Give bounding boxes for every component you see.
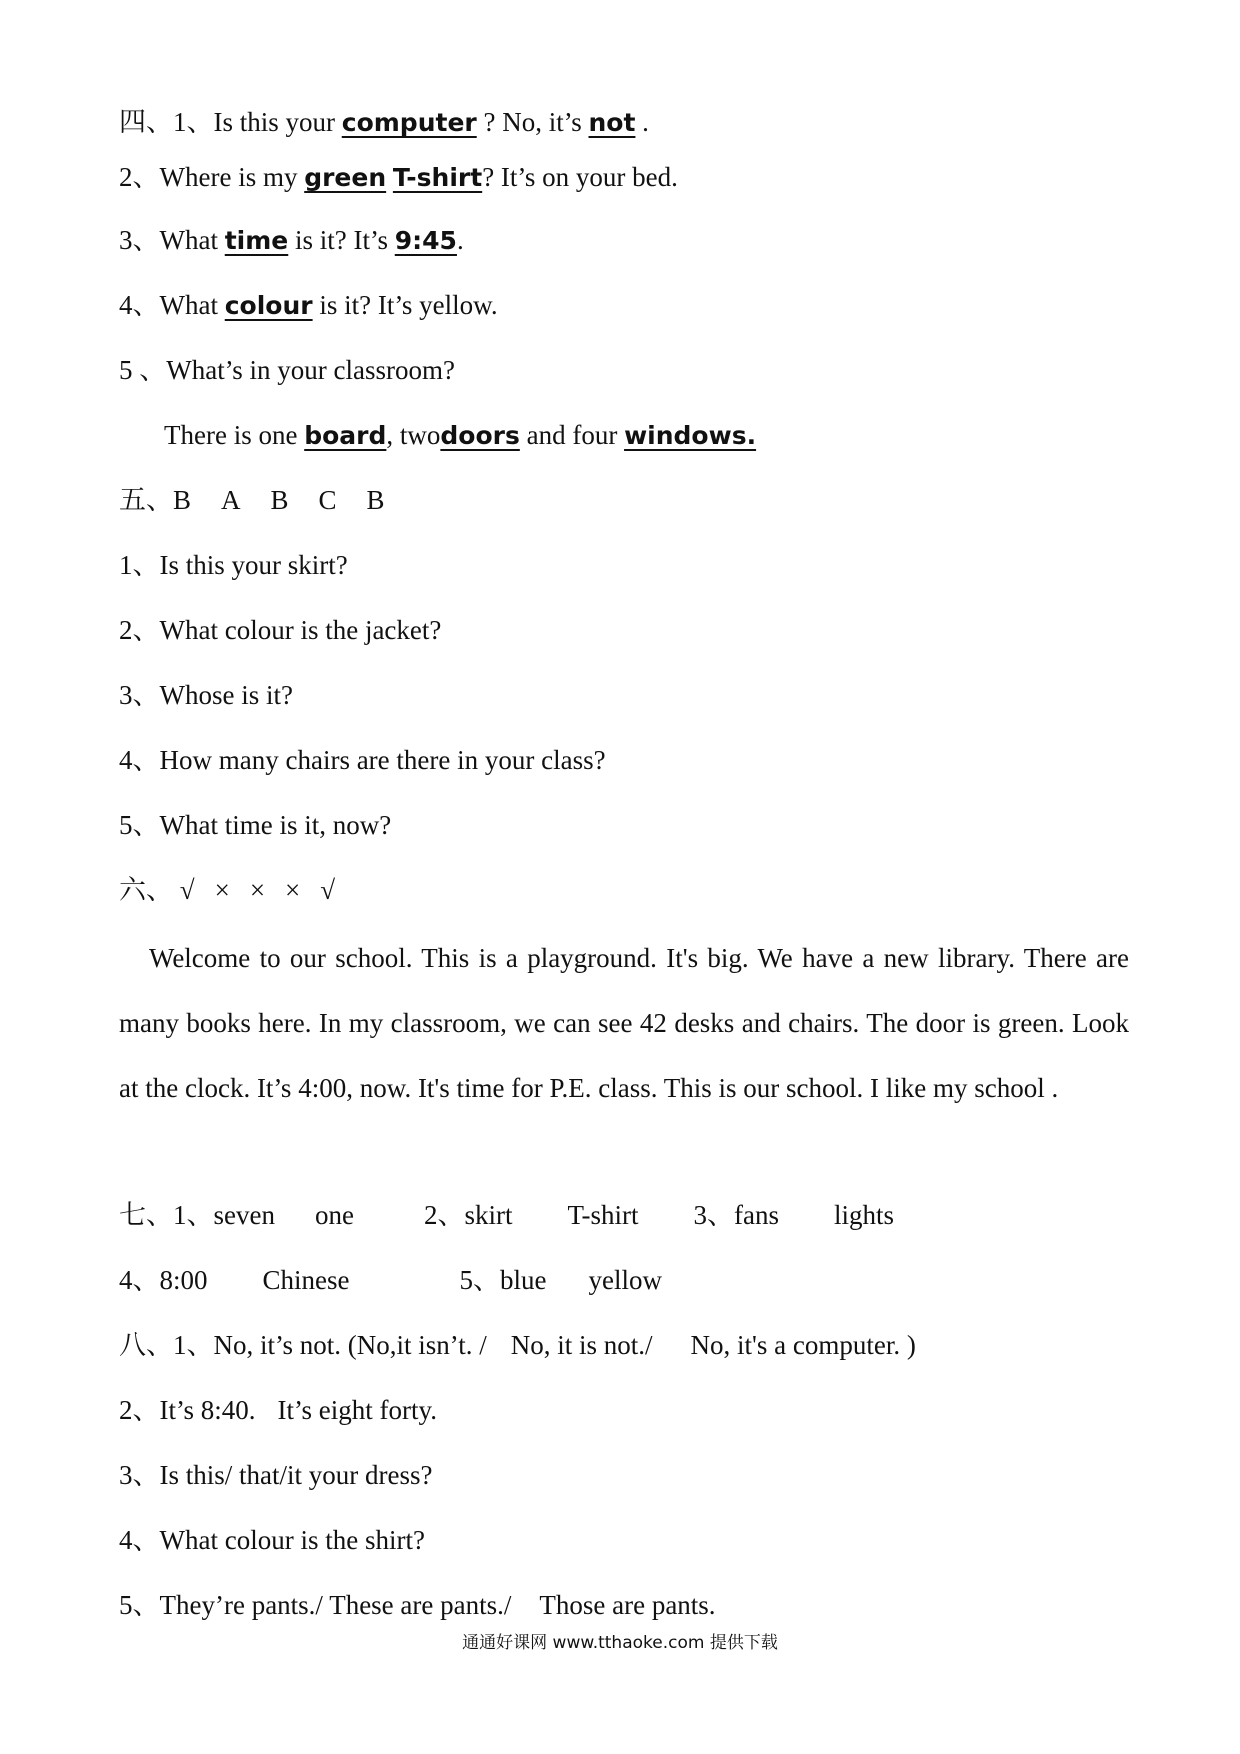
text: and four [519, 420, 625, 450]
mark: × [214, 875, 230, 905]
text: There is one [164, 420, 305, 450]
answer: It’s eight forty. [277, 1395, 437, 1425]
answer-blank: doors [440, 421, 520, 450]
s7-row2 [119, 1263, 662, 1297]
s6-header [119, 873, 335, 907]
text: is it? It’s yellow. [312, 290, 498, 320]
text: ? No, it’s [476, 107, 589, 137]
answer-blank: time [224, 226, 289, 255]
text: . [456, 225, 464, 255]
s4-q4 [119, 288, 498, 323]
s5-item: 4、How many chairs are there in your class? [119, 745, 606, 775]
answer-blank: 9:45 [394, 226, 457, 255]
answer: 八、1、No, it’s not. (No,it isn’t. / [119, 1330, 487, 1360]
mark: √ [320, 875, 336, 905]
s4-q5-answer [164, 418, 756, 453]
answer: 3、fans [693, 1200, 779, 1230]
mark: × [285, 875, 301, 905]
text: . [635, 107, 649, 137]
s4-q3 [119, 223, 464, 258]
answer-blank: colour [224, 291, 313, 320]
answer: one [314, 1200, 354, 1230]
s8-q5 [119, 1588, 716, 1622]
s6-paragraph: Welcome to our school. This is a playground. It's big. We have a new library. There are many books here. In my classroom, we can see 42 desks and chairs. The door is green. Look at the clock. It’s 4:00, now. It's time for P.E. class. This is our school. I like my school . [119, 943, 1129, 1103]
mark: × [249, 875, 266, 905]
s4-q5: 5 、What’s in your classroom? [119, 355, 455, 385]
answer-blank: green [304, 163, 387, 192]
answer: lights [833, 1200, 894, 1230]
answer-blank: computer [341, 108, 477, 137]
s5-item: 5、What time is it, now? [119, 810, 392, 840]
s5-header [119, 483, 385, 517]
answer: 5、blue [459, 1265, 547, 1295]
answer: 2、It’s 8:40. [119, 1395, 256, 1425]
s5-item: 2、What colour is the jacket? [119, 615, 442, 645]
answer: 5、They’re pants./ These are pants./ [119, 1590, 512, 1620]
s5-item: 1、Is this your skirt? [119, 550, 348, 580]
answer-blank: T-shirt [392, 163, 483, 192]
answer: B [270, 485, 289, 515]
answer: yellow [588, 1265, 663, 1295]
s5-item: 3、Whose is it? [119, 680, 293, 710]
answer: 2、skirt [423, 1200, 513, 1230]
text: 四、1、Is this your [119, 107, 342, 137]
s8-q2 [119, 1393, 437, 1427]
answer: No, it's a computer. ) [690, 1330, 916, 1360]
s4-q1 [119, 105, 649, 140]
answer: B [366, 485, 385, 515]
answer: 五、B [119, 485, 192, 515]
text: , two [386, 420, 441, 450]
answer-blank: board [304, 421, 387, 450]
mark: 六、 √ [119, 875, 195, 905]
s4-q2 [119, 160, 678, 195]
text: 2、Where is my [119, 162, 305, 192]
s8-q4: 4、What colour is the shirt? [119, 1525, 425, 1555]
s8-q1 [119, 1328, 916, 1362]
answer: A [221, 485, 241, 515]
answer: 七、1、seven [119, 1200, 275, 1230]
text: 4、What [119, 290, 225, 320]
answer: Those are pants. [539, 1590, 716, 1620]
text: is it? It’s [288, 225, 395, 255]
s8-q3: 3、Is this/ that/it your dress? [119, 1460, 433, 1490]
answer: C [318, 485, 337, 515]
answer: T-shirt [567, 1200, 639, 1230]
footer-credit: 通通好课网 www.tthaoke.com 提供下载 [462, 1633, 778, 1653]
answer: Chinese [262, 1265, 350, 1295]
text: 3、What [119, 225, 225, 255]
text: ? It’s on your bed. [482, 162, 678, 192]
answer: No, it is not./ [510, 1330, 653, 1360]
s7-row1 [119, 1198, 894, 1232]
answer-blank: windows. [624, 421, 757, 450]
answer: 4、8:00 [119, 1265, 208, 1295]
answer-blank: not [588, 108, 636, 137]
